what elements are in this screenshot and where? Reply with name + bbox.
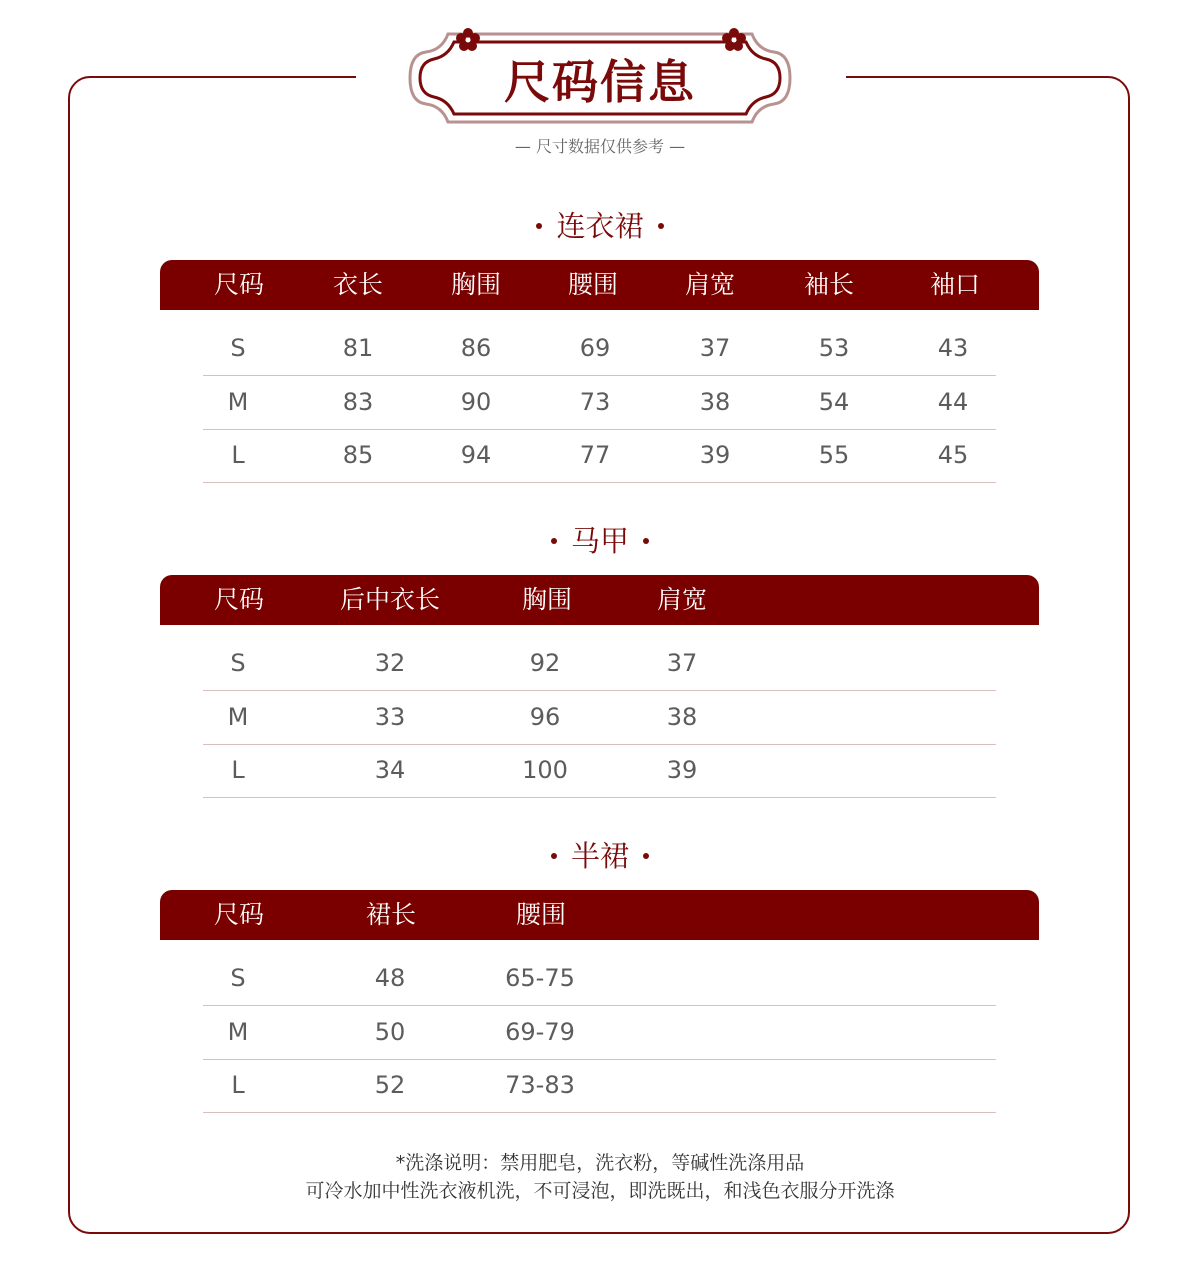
col-header: 衣长 <box>332 270 384 299</box>
dot-icon <box>551 538 557 544</box>
dot-icon <box>658 223 664 229</box>
col-header: 腰围 <box>567 270 619 299</box>
table-cell: L <box>231 1071 245 1099</box>
table-cell: 38 <box>666 703 698 731</box>
table-cell: 39 <box>699 441 731 469</box>
table-cell: 81 <box>342 334 374 362</box>
table-cell: 100 <box>522 756 568 784</box>
dot-icon <box>536 223 542 229</box>
table-cell: 73 <box>579 388 611 416</box>
table-cell: 37 <box>666 649 698 677</box>
title-badge <box>408 28 792 128</box>
table-cell: M <box>227 388 249 416</box>
table-cell: S <box>230 964 246 992</box>
table-cell: 69-79 <box>505 1018 575 1046</box>
table-cell: 65-75 <box>505 964 575 992</box>
table-cell: 77 <box>579 441 611 469</box>
table-cell: L <box>231 441 245 469</box>
care-note-line-2: 可冷水加中性洗衣液机洗，不可浸泡，即洗既出，和浅色衣服分开洗涤 <box>305 1180 895 1202</box>
page-subtitle: — 尺寸数据仅供参考 — <box>514 137 686 156</box>
table-cell: 48 <box>374 964 406 992</box>
skirt-table-header <box>160 890 1039 940</box>
table-row <box>203 322 996 376</box>
col-header: 袖长 <box>803 270 855 299</box>
table-cell: 45 <box>937 441 969 469</box>
table-row <box>203 1006 996 1060</box>
table-cell: 69 <box>579 334 611 362</box>
table-row <box>203 637 996 691</box>
table-cell: 53 <box>818 334 850 362</box>
col-header: 肩宽 <box>684 270 736 299</box>
col-header: 袖口 <box>929 270 981 299</box>
table-cell: 32 <box>374 649 406 677</box>
col-header: 后中衣长 <box>339 585 441 614</box>
table-cell: 96 <box>529 703 561 731</box>
table-cell: L <box>231 756 245 784</box>
table-cell: 43 <box>937 334 969 362</box>
table-cell: 92 <box>529 649 561 677</box>
dress-title-text: 连衣裙 <box>556 209 644 243</box>
table-cell: M <box>227 703 249 731</box>
table-row <box>203 952 996 1006</box>
table-cell: 34 <box>374 756 406 784</box>
table-row <box>203 691 996 745</box>
skirt-section-title <box>0 834 1200 875</box>
table-cell: 37 <box>699 334 731 362</box>
table-cell: 50 <box>374 1018 406 1046</box>
table-cell: 83 <box>342 388 374 416</box>
col-header: 尺码 <box>213 270 265 299</box>
table-row <box>203 744 996 798</box>
table-cell: S <box>230 649 246 677</box>
vest-table-header <box>160 575 1039 625</box>
dress-table-header <box>160 260 1039 310</box>
table-cell: 73-83 <box>505 1071 575 1099</box>
table-row <box>203 376 996 430</box>
table-cell: 33 <box>374 703 406 731</box>
table-cell: 52 <box>374 1071 406 1099</box>
table-cell: 85 <box>342 441 374 469</box>
col-header: 胸围 <box>450 270 502 299</box>
col-header: 腰围 <box>515 900 567 929</box>
table-cell: 90 <box>460 388 492 416</box>
col-header: 胸围 <box>521 585 573 614</box>
col-header: 尺码 <box>213 585 265 614</box>
flower-icon <box>722 28 746 52</box>
table-cell: 39 <box>666 756 698 784</box>
page-title: 尺码信息 <box>504 55 696 109</box>
col-header: 肩宽 <box>656 585 708 614</box>
table-cell: 94 <box>460 441 492 469</box>
dress-section-title <box>0 204 1200 245</box>
table-row <box>203 1059 996 1113</box>
dot-icon <box>643 538 649 544</box>
table-cell: 54 <box>818 388 850 416</box>
dot-icon <box>551 853 557 859</box>
table-cell: 55 <box>818 441 850 469</box>
flower-icon <box>456 28 480 52</box>
skirt-title-text: 半裙 <box>570 839 629 873</box>
dot-icon <box>643 853 649 859</box>
vest-section-title <box>0 519 1200 560</box>
table-cell: 38 <box>699 388 731 416</box>
table-cell: M <box>227 1018 249 1046</box>
vest-title-text: 马甲 <box>570 524 629 558</box>
col-header: 裙长 <box>365 900 417 929</box>
table-cell: 44 <box>937 388 969 416</box>
table-cell: 86 <box>460 334 492 362</box>
table-row <box>203 429 996 483</box>
col-header: 尺码 <box>213 900 265 929</box>
table-cell: S <box>230 334 246 362</box>
care-note-line-1: *洗涤说明：禁用肥皂，洗衣粉，等碱性洗涤用品 <box>395 1152 805 1174</box>
